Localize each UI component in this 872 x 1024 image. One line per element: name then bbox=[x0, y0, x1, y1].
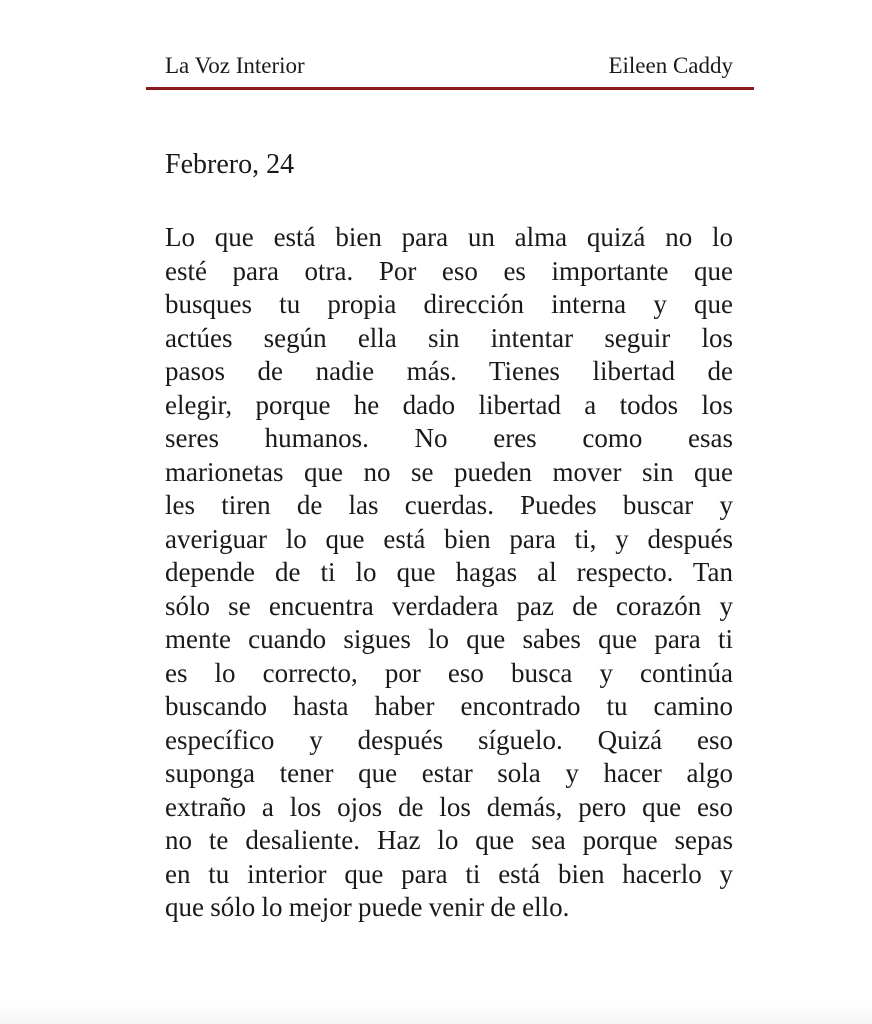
paragraph-line: seres humanos. No eres como esas bbox=[165, 423, 733, 453]
page-header bbox=[165, 52, 733, 80]
paragraph-line: pasos de nadie más. Tienes libertad de bbox=[165, 356, 733, 386]
paragraph-line: es lo correcto, por eso busca y continúa bbox=[165, 657, 733, 688]
paragraph-line: suponga tener que estar sola y hacer algo bbox=[165, 758, 733, 788]
book-title: La Voz Interior bbox=[165, 53, 305, 78]
paragraph-line: busques tu propia dirección interna y que bbox=[165, 289, 733, 319]
author-name: Eileen Caddy bbox=[608, 53, 733, 78]
paragraph-line: depende de ti lo que hagas al respecto. Tan bbox=[165, 557, 733, 587]
paragraph-line: elegir, porque he dado libertad a todos los bbox=[165, 389, 733, 420]
paragraph-line: no te desaliente. Haz lo que sea porque sepas bbox=[165, 825, 733, 855]
page-content bbox=[165, 0, 733, 925]
page-bottom-shade bbox=[0, 1004, 872, 1024]
entry-paragraph bbox=[165, 221, 733, 925]
paragraph-line: esté para otra. Por eso es importante que bbox=[165, 255, 733, 286]
paragraph-line: en tu interior que para ti está bien hacerlo y bbox=[165, 858, 733, 889]
paragraph-line: que sólo lo mejor puede venir de ello. bbox=[165, 892, 570, 922]
paragraph-line: mente cuando sigues lo que sabes que para ti bbox=[165, 624, 733, 654]
paragraph-line: marionetas que no se pueden mover sin que bbox=[165, 456, 733, 487]
paragraph-line: averiguar lo que está bien para ti, y después bbox=[165, 523, 733, 554]
paragraph-line: buscando hasta haber encontrado tu camino bbox=[165, 691, 733, 721]
paragraph-line: Lo que está bien para un alma quizá no lo bbox=[165, 222, 733, 252]
paragraph-line: actúes según ella sin intentar seguir los bbox=[165, 322, 733, 353]
paragraph-line: extraño a los ojos de los demás, pero que eso bbox=[165, 791, 733, 822]
paragraph-line: les tiren de las cuerdas. Puedes buscar y bbox=[165, 490, 733, 520]
paragraph-line: sólo se encuentra verdadera paz de corazón y bbox=[165, 590, 733, 621]
header-rule bbox=[146, 87, 754, 90]
paragraph-line: específico y después síguelo. Quizá eso bbox=[165, 724, 733, 755]
date-heading: Febrero, 24 bbox=[165, 149, 295, 180]
